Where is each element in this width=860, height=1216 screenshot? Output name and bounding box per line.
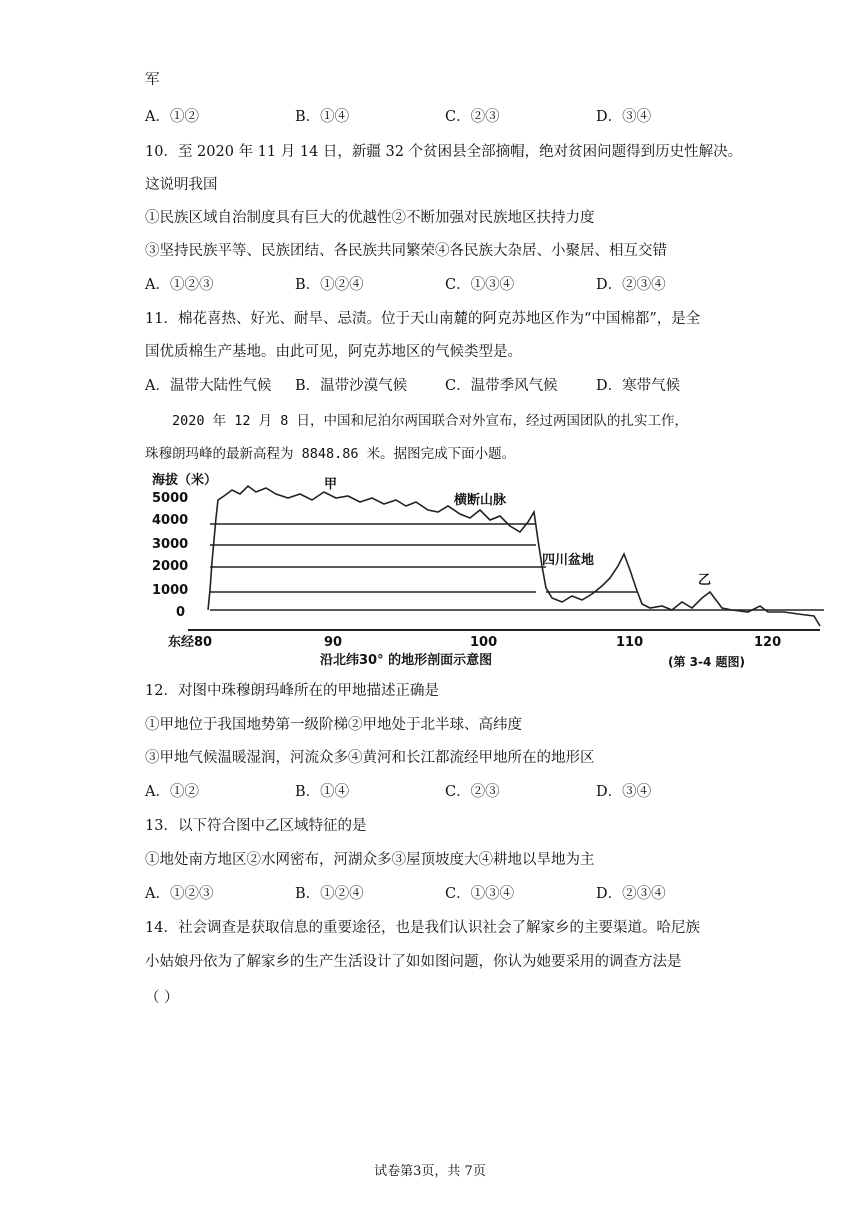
q11-option-a: A．温带大陆性气候 — [145, 378, 272, 394]
x-tick-100: 100 — [470, 635, 498, 650]
q11-option-d: D．寒带气候 — [596, 378, 681, 394]
y-tick-3000: 3000 — [152, 537, 189, 552]
q10-statement-line1: ①民族区域自治制度具有巨大的优越性②不断加强对民族地区扶持力度 — [145, 210, 595, 226]
q13-statement-line1: ①地处南方地区②水网密布，河湖众多③屋顶坡度大④耕地以旱地为主 — [145, 852, 595, 868]
y-tick-5000: 5000 — [152, 491, 189, 506]
x-tick-80: 东经80 — [168, 635, 213, 650]
q13-option-c: C．①③④ — [445, 886, 515, 902]
terrain-profile-svg — [148, 470, 828, 670]
material-intro-line2: 珠穆朗玛峰的最新高程为 8848.86 米。据图完成下面小题。 — [145, 446, 516, 462]
label-yi: 乙 — [698, 573, 712, 588]
q10-stem-line1: 10．至 2020 年 11 月 14 日，新疆 32 个贫困县全部摘帽，绝对贫困问题得到历史性解决。 — [145, 144, 743, 160]
q9-option-a: A．①② — [145, 109, 199, 125]
q14-stem-line1: 14．社会调查是获取信息的重要途径，也是我们认识社会了解家乡的主要渠道。哈尼族 — [145, 920, 700, 936]
y-tick-1000: 1000 — [152, 583, 189, 598]
terrain-profile-figure — [148, 470, 828, 670]
figure-caption-note: (第 3-4 题图) — [668, 655, 746, 669]
q14-answer-blank: （ ） — [145, 990, 179, 1006]
q13-option-b: B．①②④ — [295, 886, 364, 902]
q12-stem: 12．对图中珠穆朗玛峰所在的甲地描述正确是 — [145, 683, 439, 699]
elevation-profile-line — [208, 486, 820, 626]
y-tick-4000: 4000 — [152, 513, 189, 528]
q12-statement-line1: ①甲地位于我国地势第一级阶梯②甲地处于北半球、高纬度 — [145, 717, 522, 733]
y-axis-title: 海拔（米） — [152, 473, 218, 488]
q11-stem-line2: 国优质棉生产基地。由此可见，阿克苏地区的气候类型是。 — [145, 344, 522, 360]
q9-option-c: C．②③ — [445, 109, 500, 125]
q14-stem-line2: 小姑娘丹依为了解家乡的生产生活设计了如如图问题，你认为她要采用的调查方法是 — [145, 954, 682, 970]
text-line-continuation: 军 — [145, 72, 160, 88]
q13-option-a: A．①②③ — [145, 886, 214, 902]
q12-option-a: A．①② — [145, 784, 199, 800]
material-intro-line1: 2020 年 12 月 8 日，中国和尼泊尔两国联合对外宣布，经过两国团队的扎实工作， — [172, 413, 689, 429]
q9-option-d: D．③④ — [596, 109, 652, 125]
q10-option-a: A．①②③ — [145, 277, 214, 293]
q12-option-b: B．①④ — [295, 784, 350, 800]
q10-option-d: D．②③④ — [596, 277, 666, 293]
q10-stem-line2: 这说明我国 — [145, 177, 218, 193]
q12-option-d: D．③④ — [596, 784, 652, 800]
q11-stem-line1: 11．棉花喜热、好光、耐旱、忌渍。位于天山南麓的阿克苏地区作为“中国棉都”，是全 — [145, 311, 701, 327]
x-tick-120: 120 — [754, 635, 782, 650]
q13-option-d: D．②③④ — [596, 886, 666, 902]
q11-option-c: C．温带季风气候 — [445, 378, 558, 394]
label-hengduan-mountains: 横断山脉 — [454, 493, 507, 508]
q11-option-b: B．温带沙漠气候 — [295, 378, 408, 394]
q12-statement-line2: ③甲地气候温暖湿润，河流众多④黄河和长江都流经甲地所在的地形区 — [145, 750, 595, 766]
q13-stem: 13．以下符合图中乙区域特征的是 — [145, 818, 367, 834]
label-sichuan-basin: 四川盆地 — [542, 553, 595, 568]
x-tick-110: 110 — [616, 635, 644, 650]
q10-option-c: C．①③④ — [445, 277, 515, 293]
q9-option-b: B．①④ — [295, 109, 350, 125]
label-jia: 甲 — [324, 477, 338, 492]
page-footer: 试卷第3页，共 7页 — [374, 1164, 486, 1179]
x-tick-90: 90 — [324, 635, 343, 650]
q12-option-c: C．②③ — [445, 784, 500, 800]
q10-option-b: B．①②④ — [295, 277, 364, 293]
y-tick-0: 0 — [176, 605, 186, 620]
q10-statement-line2: ③坚持民族平等、民族团结、各民族共同繁荣④各民族大杂居、小聚居、相互交错 — [145, 243, 667, 259]
y-tick-2000: 2000 — [152, 559, 189, 574]
figure-caption: 沿北纬30° 的地形剖面示意图 — [320, 653, 493, 668]
